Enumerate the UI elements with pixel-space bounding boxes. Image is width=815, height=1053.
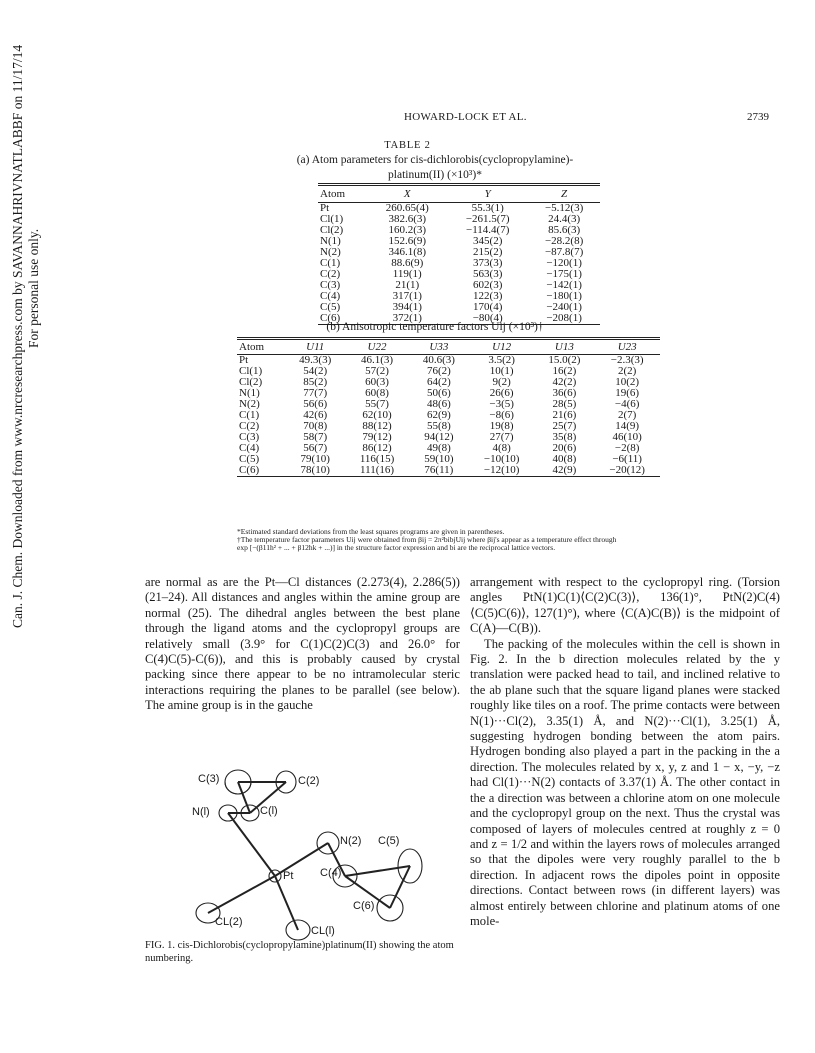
- atom-cell: C(4): [239, 442, 260, 454]
- label-c1: C(l): [260, 805, 278, 817]
- value-cell: 60(3): [365, 376, 389, 388]
- value-cell: 70(8): [303, 420, 328, 432]
- value-cell: 86(12): [362, 442, 392, 454]
- column-header: U11: [306, 341, 325, 353]
- value-cell: 152.6(9): [388, 235, 427, 247]
- value-cell: 55(8): [426, 420, 451, 432]
- left-column-text: [145, 575, 460, 714]
- value-cell: 19(6): [615, 387, 640, 399]
- column-header: U13: [554, 341, 574, 353]
- table-caption-a: [185, 153, 685, 183]
- value-cell: 373(3): [473, 257, 503, 269]
- value-cell: −5.12(3): [544, 202, 584, 214]
- value-cell: 26(6): [489, 387, 514, 399]
- value-cell: 27(7): [489, 431, 514, 443]
- table-label: TABLE 2: [384, 140, 431, 151]
- value-cell: 260.65(4): [385, 202, 429, 214]
- column-header: U22: [367, 341, 387, 353]
- atom-cell: C(3): [239, 431, 260, 443]
- value-cell: −180(1): [546, 290, 582, 302]
- atom-cell: Pt: [239, 354, 249, 366]
- bond-pt-cl1: [275, 876, 298, 930]
- value-cell: 16(2): [552, 365, 577, 377]
- column-header: X: [403, 188, 411, 200]
- value-cell: 602(3): [473, 279, 503, 291]
- value-cell: 14(9): [615, 420, 640, 432]
- value-cell: −2.3(3): [610, 354, 644, 366]
- value-cell: 10(1): [489, 365, 514, 377]
- value-cell: −3(5): [489, 398, 514, 410]
- value-cell: 50(6): [426, 387, 451, 399]
- value-cell: −10(10): [483, 453, 520, 465]
- value-cell: −261.5(7): [465, 213, 510, 225]
- atom-cell: N(1): [320, 235, 341, 247]
- value-cell: 64(2): [426, 376, 451, 388]
- column-header: U12: [492, 341, 512, 353]
- value-cell: 49.3(3): [299, 354, 332, 366]
- value-cell: −20(12): [609, 464, 645, 476]
- table-footnote-3: exp [−(β11h² + ... + β12hk + ...)] in the structure factor expression and bi are the reciprocal lattice vectors.: [237, 543, 556, 552]
- atom-cell: Cl(1): [320, 213, 344, 225]
- value-cell: −114.4(7): [466, 224, 510, 236]
- label-pt: Pt: [283, 870, 294, 882]
- paragraph: arrangement with respect to the cyclopropyl ring. (Torsion angles PtN(1)C(1)⟨C(2)C(3)⟩, 136(1)°, PtN(2)C(4)⟨C(5)C(6)⟩, 127(1)°), where ⟨C(A)C(B)⟩ is the midpoint of C(A)—C(B)).: [470, 575, 780, 636]
- value-cell: 85(2): [303, 376, 328, 388]
- value-cell: −240(1): [546, 301, 582, 313]
- value-cell: 36(6): [552, 387, 577, 399]
- value-cell: 317(1): [392, 290, 422, 302]
- bond-c4-c5: [345, 866, 410, 876]
- value-cell: 346.1(8): [388, 246, 427, 258]
- caption-a-line-1: (a) Atom parameters for cis-dichlorobis(cyclopropylamine)-: [296, 154, 574, 166]
- watermark-line-2: For personal use only.: [26, 228, 41, 348]
- label-c3: C(3): [198, 773, 220, 785]
- value-cell: 10(2): [615, 376, 640, 388]
- atom-cell: N(2): [320, 246, 341, 258]
- atom-cell: Cl(2): [239, 376, 263, 388]
- value-cell: 46.1(3): [360, 354, 394, 366]
- value-cell: 3.5(2): [488, 354, 515, 366]
- value-cell: 79(10): [300, 453, 330, 465]
- value-cell: 40.6(3): [422, 354, 455, 366]
- atom-cell: C(6): [320, 312, 341, 324]
- value-cell: −120(1): [546, 257, 582, 269]
- watermark-line-1: Can. J. Chem. Downloaded from www.nrcresearchpress.com by SAVANNAHRIVNATLABBF on 11/17/14: [10, 44, 25, 628]
- value-cell: 2(2): [618, 365, 637, 377]
- value-cell: 62(10): [362, 409, 392, 421]
- atom-cell: Cl(1): [239, 365, 263, 377]
- table-footnote-1: *Estimated standard deviations from the least squares programs are given in parentheses.: [237, 527, 505, 536]
- atom-cell: C(2): [320, 268, 341, 280]
- atom-cell: C(5): [320, 301, 341, 313]
- value-cell: 60(8): [365, 387, 389, 399]
- value-cell: 79(12): [362, 431, 392, 443]
- value-cell: 24.4(3): [548, 213, 581, 225]
- value-cell: 56(6): [303, 398, 328, 410]
- value-cell: 76(2): [426, 365, 451, 377]
- value-cell: 28(5): [552, 398, 577, 410]
- value-cell: 48(6): [426, 398, 451, 410]
- label-c5: C(5): [378, 835, 400, 847]
- atom-cell: C(5): [239, 453, 260, 465]
- value-cell: 88.6(9): [391, 257, 424, 269]
- value-cell: 19(8): [489, 420, 514, 432]
- value-cell: 345(2): [473, 235, 503, 247]
- right-column-text: [470, 575, 780, 929]
- value-cell: 160.2(3): [388, 224, 427, 236]
- table-header-row: [318, 185, 600, 203]
- value-cell: 58(7): [303, 431, 328, 443]
- atom-cell: C(2): [239, 420, 260, 432]
- atom-cell: N(2): [239, 398, 260, 410]
- value-cell: 111(16): [360, 464, 395, 476]
- atom-cell: C(1): [239, 409, 260, 421]
- label-c6: C(6): [353, 900, 375, 912]
- value-cell: −12(10): [483, 464, 520, 476]
- value-cell: 25(7): [552, 420, 577, 432]
- table-caption-b: (b) Anisotropic temperature factors Uij (×10³)†: [326, 321, 544, 333]
- value-cell: 57(2): [365, 365, 389, 377]
- value-cell: 394(1): [392, 301, 422, 313]
- value-cell: 21(1): [395, 279, 420, 291]
- value-cell: 78(10): [300, 464, 330, 476]
- column-header: U23: [617, 341, 637, 353]
- running-header: HOWARD-LOCK ET AL.: [404, 111, 527, 123]
- value-cell: 382.6(3): [388, 213, 427, 225]
- bond-n1-pt: [228, 813, 275, 876]
- label-cl1: CL(l): [311, 925, 335, 937]
- column-header: U33: [429, 341, 449, 353]
- value-cell: 55.3(1): [471, 202, 504, 214]
- value-cell: −175(1): [546, 268, 582, 280]
- bond-c5-c6: [390, 866, 410, 908]
- value-cell: 215(2): [473, 246, 503, 258]
- value-cell: 563(3): [473, 268, 503, 280]
- value-cell: −142(1): [546, 279, 582, 291]
- value-cell: 122(3): [473, 290, 503, 302]
- value-cell: 49(8): [426, 442, 451, 454]
- value-cell: −80(4): [472, 312, 503, 324]
- atom-cell: C(1): [320, 257, 341, 269]
- value-cell: 77(7): [303, 387, 328, 399]
- value-cell: 62(9): [426, 409, 451, 421]
- value-cell: 20(6): [552, 442, 577, 454]
- value-cell: −28.2(8): [544, 235, 584, 247]
- column-header: Atom: [239, 341, 265, 353]
- table-row: [237, 465, 660, 477]
- value-cell: −4(6): [614, 398, 640, 410]
- value-cell: 42(2): [552, 376, 577, 388]
- value-cell: 54(2): [303, 365, 328, 377]
- value-cell: 55(7): [365, 398, 389, 410]
- bond-c3-c1: [238, 782, 250, 813]
- atom-cell: C(4): [320, 290, 341, 302]
- caption-a-line-2: platinum(II) (×10³)*: [388, 169, 482, 181]
- value-cell: −2(8): [614, 442, 640, 454]
- value-cell: 88(12): [362, 420, 392, 432]
- value-cell: 46(10): [612, 431, 642, 443]
- table-footnote-2: †The temperature factor parameters Uij were obtained from βij = 2π²bibjUij where βij's appear as a temperature effect through: [237, 535, 617, 544]
- atom-cell: C(3): [320, 279, 341, 291]
- table-header-row: [237, 339, 660, 355]
- atom-cell: Cl(2): [320, 224, 344, 236]
- figure-caption: FIG. 1. cis-Dichlorobis(cyclopropylamine)platinum(II) showing the atom numbering.: [145, 940, 454, 964]
- molecule-figure: [180, 758, 450, 958]
- value-cell: −8(6): [489, 409, 514, 421]
- value-cell: 372(1): [392, 312, 422, 324]
- value-cell: 116(15): [359, 453, 395, 465]
- value-cell: 40(8): [552, 453, 577, 465]
- page-number: 2739: [747, 111, 769, 123]
- value-cell: −6(11): [612, 453, 642, 465]
- atom-cell: C(6): [239, 464, 260, 476]
- value-cell: 76(11): [424, 464, 454, 476]
- paragraph: are normal as are the Pt—Cl distances (2.273(4), 2.286(5)) (21–24). All distances and angles within the amine group are normal (25). The dihedral angles between the best plane through the ligand atoms and the cyclopropyl groups are relatively small (3.9° for C(1)C(2)C(3) and 26.0° for C(4)C(5)-C(6)), and this is probably caused by crystal packing since there appear to be no intramolecular steric interactions requiring the planes to be parallel (see below). The amine group is in the gauche: [145, 575, 460, 713]
- value-cell: 59(10): [424, 453, 454, 465]
- download-watermark: [6, 44, 41, 640]
- value-cell: −87.8(7): [544, 246, 584, 258]
- atom-cell: N(1): [239, 387, 260, 399]
- label-c2: C(2): [298, 775, 320, 787]
- value-cell: 4(8): [492, 442, 511, 454]
- paragraph: The packing of the molecules within the cell is shown in Fig. 2. In the b direction molecules related by the y translation were packed head to tail, and inclined relative to the ab plane such that the square ligand planes were stacked roughly like tiles on a roof. The prime contacts were between N(1)···Cl(2), 3.35(1) Å, and N(2)···Cl(1), 3.25(1) Å, suggesting hydrogen bonding between the atom pairs. Hydrogen bonding also played a part in the packing in the a direction. The molecules related by x, y, z and 1 − x, −y, −z had Cl(1)···N(2) contacts of 3.37(1) Å. The other contact in the a direction was between a chlorine atom on one molecule and the cyclopropyl group on the next. Thus the crystal was composed of layers of molecules centred at roughly z = 0 and z = 1/2 and within the layers rows of molecules arranged so that the dipoles were very roughly parallel to the b direction. In adjacent rows the dipoles point in opposite directions. Contact between rows (in different layers) was almost entirely between chlorine and platinum atoms of one mole-: [470, 636, 780, 928]
- value-cell: 85.6(3): [548, 224, 581, 236]
- column-header: Z: [561, 188, 568, 200]
- value-cell: 35(8): [552, 431, 577, 443]
- value-cell: 2(7): [618, 409, 637, 421]
- value-cell: 42(9): [552, 464, 577, 476]
- anisotropic-factors-table: [237, 337, 660, 477]
- label-n2: N(2): [340, 835, 362, 847]
- value-cell: 119(1): [392, 268, 422, 280]
- atom-cell: Pt: [320, 202, 330, 214]
- value-cell: 94(12): [424, 431, 454, 443]
- value-cell: 9(2): [492, 376, 511, 388]
- atom-parameters-table: [318, 183, 600, 325]
- label-c4: C(4): [320, 867, 342, 879]
- label-n1: N(l): [192, 806, 210, 818]
- value-cell: 15.0(2): [548, 354, 581, 366]
- value-cell: 21(6): [552, 409, 577, 421]
- column-header: Y: [484, 188, 491, 200]
- value-cell: 56(7): [303, 442, 328, 454]
- value-cell: −208(1): [546, 312, 582, 324]
- value-cell: 170(4): [473, 301, 503, 313]
- value-cell: 42(6): [303, 409, 328, 421]
- column-header: Atom: [320, 188, 346, 200]
- label-cl2: CL(2): [215, 916, 243, 928]
